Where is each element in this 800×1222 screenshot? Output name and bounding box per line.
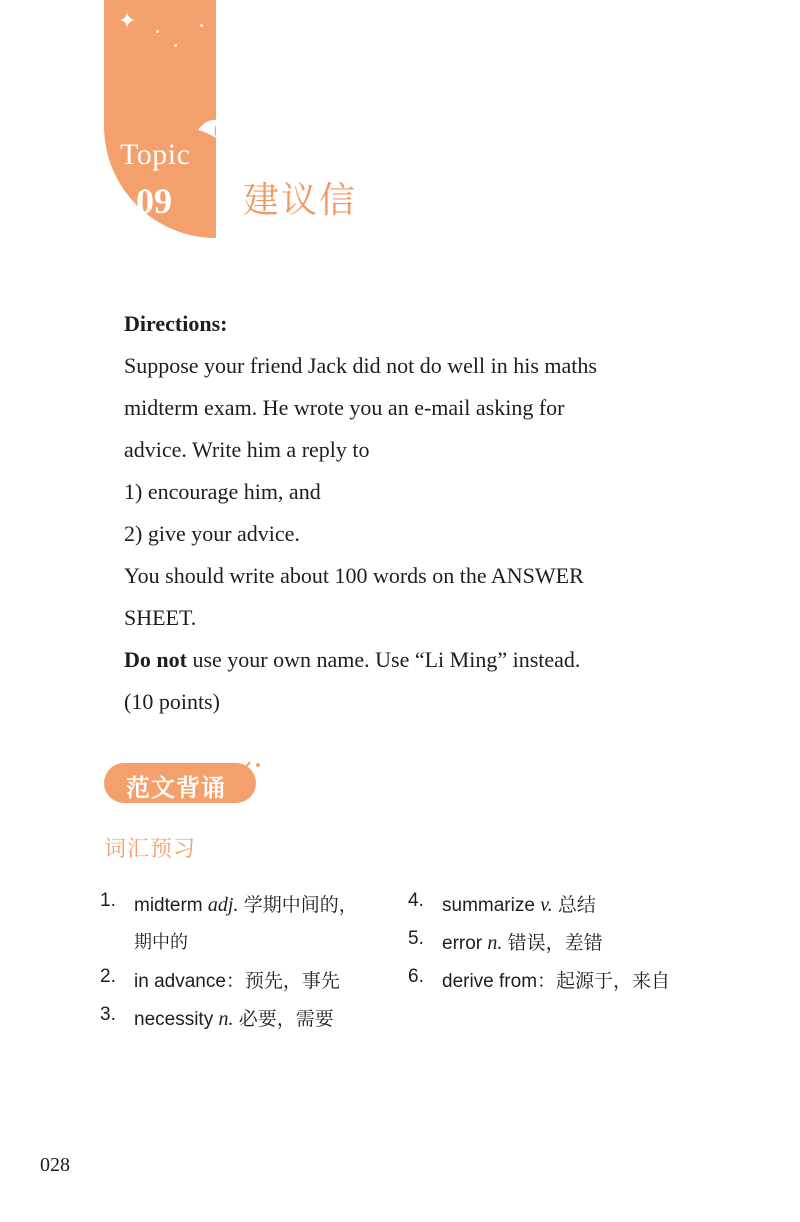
vocab-word: derive from： bbox=[442, 971, 557, 992]
section-tag-label: 范文背诵 bbox=[126, 774, 226, 802]
star-dot-icon bbox=[200, 24, 203, 27]
directions-line: 1) encourage him, and bbox=[124, 479, 321, 504]
topic-label: Topic bbox=[120, 138, 191, 171]
do-not-emphasis: Do not bbox=[124, 647, 187, 672]
vocab-pos: n. bbox=[218, 1008, 234, 1030]
vocab-number: 2. bbox=[100, 966, 116, 987]
directions-points: (10 points) bbox=[124, 689, 220, 714]
page-title: 建议信 bbox=[243, 180, 358, 221]
sparkle-flick-icon bbox=[238, 760, 264, 776]
vocab-number: 5. bbox=[408, 928, 424, 949]
vocab-number: 6. bbox=[408, 966, 424, 987]
star-dot-icon bbox=[156, 30, 159, 33]
vocab-pos: v. bbox=[540, 894, 553, 916]
vocab-number: 3. bbox=[100, 1004, 116, 1025]
star-dot-icon bbox=[174, 44, 177, 47]
section-tag bbox=[104, 763, 256, 803]
vocab-meaning: 起源于，来自 bbox=[556, 971, 671, 992]
vocab-pos: n. bbox=[487, 932, 503, 954]
vocab-meaning: 预先，事先 bbox=[244, 971, 340, 992]
vocab-word: error bbox=[442, 933, 488, 954]
directions-line: advice. Write him a reply to bbox=[124, 437, 370, 462]
directions-line: 2) give your advice. bbox=[124, 521, 300, 546]
topic-number: 09 bbox=[136, 181, 172, 221]
vocab-meaning: 总结 bbox=[552, 895, 596, 916]
directions-line: midterm exam. He wrote you an e-mail asking for bbox=[124, 395, 565, 420]
do-not-rest: use your own name. Use “Li Ming” instead. bbox=[186, 647, 581, 672]
vocab-meaning: 必要，需要 bbox=[233, 1009, 334, 1030]
directions-line: You should write about 100 words on the ANSWER bbox=[124, 563, 584, 588]
vocab-word: midterm bbox=[134, 895, 208, 916]
vocab-meaning-continued: 期中的 bbox=[134, 932, 188, 953]
vocab-pos: adj. bbox=[207, 894, 239, 916]
topic-banner bbox=[104, 0, 216, 238]
directions-block bbox=[124, 303, 684, 723]
vocab-word: necessity bbox=[134, 1009, 219, 1030]
directions-line: SHEET. bbox=[124, 605, 197, 630]
vocab-meaning: 学期中间的， bbox=[238, 895, 358, 916]
moth-icon bbox=[196, 116, 222, 142]
directions-do-not-line bbox=[124, 639, 684, 681]
vocab-number: 1. bbox=[100, 890, 116, 911]
vocab-meaning: 错误，差错 bbox=[502, 933, 603, 954]
page-number: 028 bbox=[40, 1154, 70, 1176]
directions-line: Suppose your friend Jack did not do well in his maths bbox=[124, 353, 597, 378]
directions-heading: Directions: bbox=[124, 311, 228, 336]
vocab-word: in advance： bbox=[134, 971, 245, 992]
vocab-number: 4. bbox=[408, 890, 424, 911]
vocab-word: summarize bbox=[442, 895, 541, 916]
vocab-heading: 词汇预习 bbox=[104, 837, 197, 862]
sparkle-icon: ✦ bbox=[118, 8, 137, 33]
